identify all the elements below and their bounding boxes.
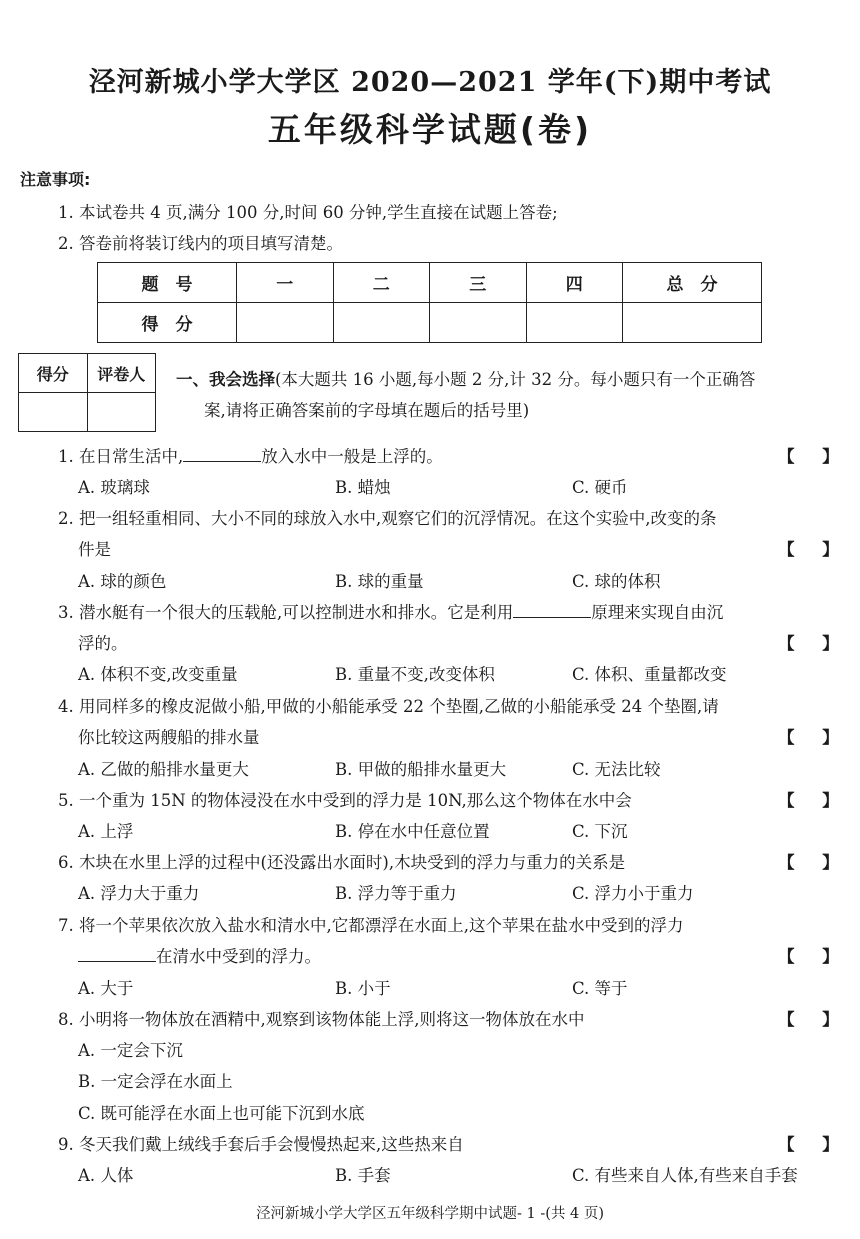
- question-7-line2: [78, 943, 321, 967]
- section-1-desc-line1: (本大题共 16 小题,每小题 2 分,计 32 分。每小题只有一个正确答: [275, 370, 756, 389]
- q3-option-a: A. 体积不变,改变重量: [78, 665, 238, 684]
- q6-option-a: A. 浮力大于重力: [78, 884, 200, 903]
- exam-subject-title: 五年级科学试题(卷): [267, 110, 593, 149]
- question-3-text-pre: 3. 潜水艇有一个很大的压载舱,可以控制进水和排水。它是利用: [58, 603, 514, 622]
- q4-option-b: B. 甲做的船排水量更大: [335, 760, 507, 779]
- grader-score-cell[interactable]: [19, 393, 88, 432]
- q5-option-a: A. 上浮: [78, 822, 134, 841]
- question-3-blank[interactable]: [513, 603, 591, 618]
- score-header-label: 题 号: [98, 263, 237, 303]
- q9-option-b: B. 手套: [335, 1166, 391, 1185]
- question-7-blank[interactable]: [78, 947, 156, 962]
- q5-option-b: B. 停在水中任意位置: [335, 822, 490, 841]
- question-1-blank[interactable]: [183, 447, 261, 462]
- score-row-label: 得 分: [98, 303, 237, 343]
- answer-bracket-3[interactable]: 【 】: [778, 634, 839, 653]
- question-1: [58, 443, 443, 467]
- page-footer: 泾河新城小学大学区五年级科学期中试题- 1 -(共 4 页): [256, 1206, 604, 1222]
- question-1-text-pre: 1. 在日常生活中,: [58, 447, 184, 466]
- q8-option-a: A. 一定会下沉: [78, 1041, 183, 1060]
- q4-option-c: C. 无法比较: [572, 760, 661, 779]
- notice-heading: 注意事项:: [20, 170, 91, 189]
- q4-option-a: A. 乙做的船排水量更大: [78, 760, 249, 779]
- question-2-line1: 2. 把一组轻重相同、大小不同的球放入水中,观察它们的沉浮情况。在这个实验中,改变的条: [58, 509, 717, 528]
- grader-name-cell[interactable]: [87, 393, 156, 432]
- q7-option-b: B. 小于: [335, 979, 391, 998]
- q8-option-b: B. 一定会浮在水面上: [78, 1072, 233, 1091]
- q9-option-a: A. 人体: [78, 1166, 134, 1185]
- score-header-part-1: 一: [237, 263, 334, 303]
- answer-bracket-6[interactable]: 【 】: [778, 853, 839, 872]
- question-4-line1: 4. 用同样多的橡皮泥做小船,甲做的小船能承受 22 个垫圈,乙做的小船能承受 24 个垫圈,请: [58, 697, 719, 716]
- answer-bracket-1[interactable]: 【 】: [778, 447, 839, 466]
- section-1-title: 一、我会选择: [176, 370, 275, 389]
- q1-option-c: C. 硬币: [572, 478, 628, 497]
- section-1-heading: [176, 366, 755, 390]
- score-table-score-row: [98, 303, 762, 343]
- q2-option-c: C. 球的体积: [572, 572, 661, 591]
- notice-item-2: 2. 答卷前将装订线内的项目填写清楚。: [58, 234, 343, 253]
- q1-option-b: B. 蜡烛: [335, 478, 391, 497]
- grader-name-label: 评卷人: [87, 354, 156, 393]
- score-table-header-row: [98, 263, 762, 303]
- question-6: 6. 木块在水里上浮的过程中(还没露出水面时),木块受到的浮力与重力的关系是: [58, 853, 626, 872]
- answer-bracket-8[interactable]: 【 】: [778, 1010, 839, 1029]
- answer-bracket-9[interactable]: 【 】: [778, 1135, 839, 1154]
- score-cell-4[interactable]: [526, 303, 623, 343]
- grader-box: [18, 353, 156, 432]
- q9-option-c: C. 有些来自人体,有些来自手套: [572, 1166, 798, 1185]
- notice-item-1: 1. 本试卷共 4 页,满分 100 分,时间 60 分钟,学生直接在试题上答卷;: [58, 203, 558, 222]
- score-cell-1[interactable]: [237, 303, 334, 343]
- answer-bracket-5[interactable]: 【 】: [778, 791, 839, 810]
- q6-option-b: B. 浮力等于重力: [335, 884, 457, 903]
- answer-bracket-7[interactable]: 【 】: [778, 947, 839, 966]
- answer-bracket-2[interactable]: 【 】: [778, 540, 839, 559]
- question-3-line2: 浮的。: [78, 634, 128, 653]
- score-header-part-2: 二: [333, 263, 430, 303]
- question-1-text-post: 放入水中一般是上浮的。: [261, 447, 443, 466]
- question-7-line1: 7. 将一个苹果依次放入盐水和清水中,它都漂浮在水面上,这个苹果在盐水中受到的浮力: [58, 916, 684, 935]
- question-9: 9. 冬天我们戴上绒线手套后手会慢慢热起来,这些热来自: [58, 1135, 464, 1154]
- q6-option-c: C. 浮力小于重力: [572, 884, 694, 903]
- question-3-text-post: 原理来实现自由沉: [591, 603, 724, 622]
- q2-option-b: B. 球的重量: [335, 572, 424, 591]
- score-cell-2[interactable]: [333, 303, 430, 343]
- answer-bracket-4[interactable]: 【 】: [778, 728, 839, 747]
- q2-option-a: A. 球的颜色: [78, 572, 167, 591]
- grader-score-label: 得分: [19, 354, 88, 393]
- score-cell-3[interactable]: [430, 303, 527, 343]
- score-header-total: 总 分: [623, 263, 762, 303]
- exam-header-title: 泾河新城小学大学区 2020—2021 学年(下)期中考试: [88, 67, 772, 98]
- q3-option-b: B. 重量不变,改变体积: [335, 665, 495, 684]
- q1-option-a: A. 玻璃球: [78, 478, 150, 497]
- score-cell-total[interactable]: [623, 303, 762, 343]
- q5-option-c: C. 下沉: [572, 822, 628, 841]
- score-table: [97, 262, 762, 343]
- q7-option-a: A. 大于: [78, 979, 134, 998]
- q8-option-c: C. 既可能浮在水面上也可能下沉到水底: [78, 1104, 365, 1123]
- q3-option-c: C. 体积、重量都改变: [572, 665, 727, 684]
- question-5: 5. 一个重为 15N 的物体浸没在水中受到的浮力是 10N,那么这个物体在水中会: [58, 791, 632, 810]
- question-8: 8. 小明将一物体放在酒精中,观察到该物体能上浮,则将这一物体放在水中: [58, 1010, 585, 1029]
- score-header-part-3: 三: [430, 263, 527, 303]
- section-1-desc-line2: 案,请将正确答案前的字母填在题后的括号里): [204, 401, 530, 420]
- score-header-part-4: 四: [526, 263, 623, 303]
- question-7-text-post: 在清水中受到的浮力。: [156, 947, 321, 966]
- q7-option-c: C. 等于: [572, 979, 628, 998]
- question-4-line2: 你比较这两艘船的排水量: [78, 728, 260, 747]
- question-2-line2: 件是: [78, 540, 111, 559]
- question-3-line1: [58, 599, 723, 623]
